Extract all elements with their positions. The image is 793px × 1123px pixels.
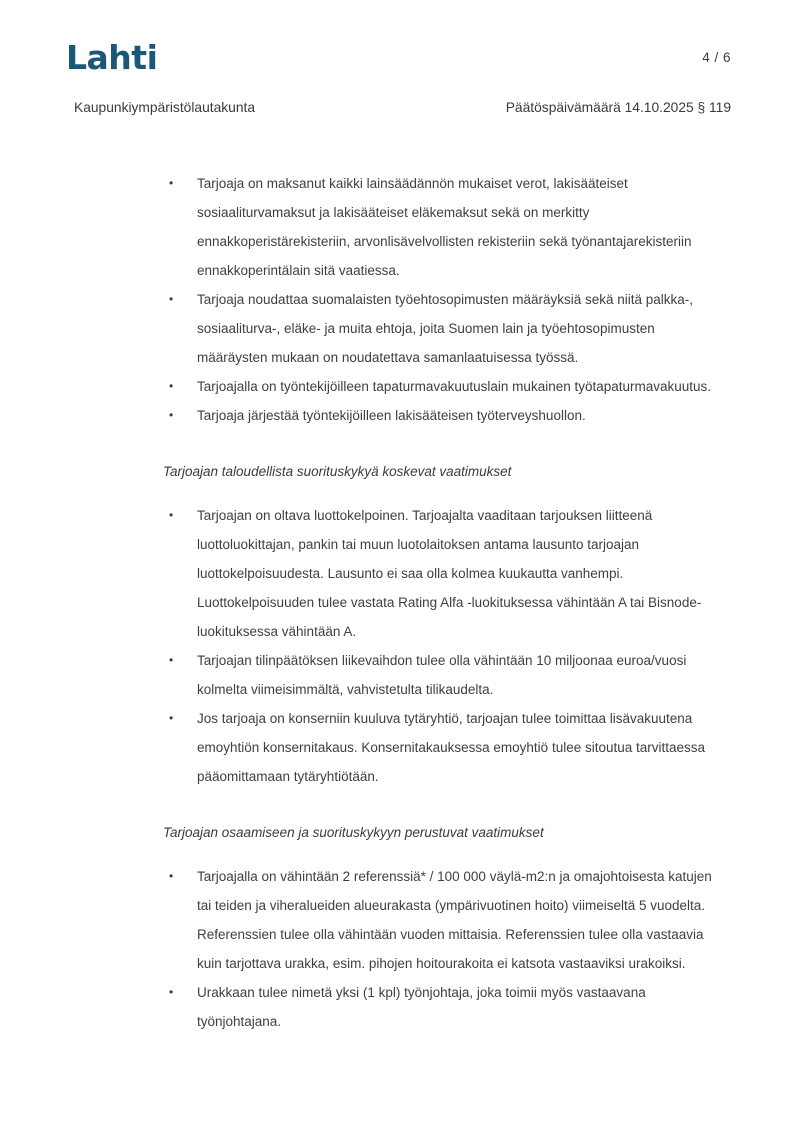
list-item-text: Tarjoaja järjestää työntekijöilleen lakisääteisen työterveyshuollon. bbox=[197, 408, 586, 424]
page-number: 4 / 6 bbox=[702, 50, 731, 65]
decision-date: Päätöspäivämäärä 14.10.2025 § 119 bbox=[505, 100, 731, 116]
list-item bbox=[163, 862, 725, 978]
bullet-icon: • bbox=[169, 408, 174, 423]
bullet-list-financial bbox=[163, 501, 725, 791]
lahti-logo: Lahti bbox=[66, 38, 158, 77]
bullet-icon: • bbox=[169, 711, 174, 726]
list-item bbox=[163, 704, 725, 791]
bullet-icon: • bbox=[169, 292, 174, 307]
document-meta-row bbox=[0, 100, 793, 115]
list-item-text: Tarjoajan on oltava luottokelpoinen. Tarjoajalta vaaditaan tarjouksen liitteenä luottoluokittajan, pankin tai muun luotolaitoksen antama lausunto tarjoajan luottokelpoisuudesta. Lausunto ei saa olla kolmea kuukautta vanhempi. Luottokelpoisuuden tulee vastata Rating Alfa -luokituksessa vähintään A tai Bisnode-luokituksessa vähintään A. bbox=[197, 508, 702, 640]
document-body bbox=[163, 169, 725, 1036]
bullet-list-general-obligations bbox=[163, 169, 725, 430]
list-item bbox=[163, 285, 725, 372]
list-item-text: Jos tarjoaja on konserniin kuuluva tytäryhtiö, tarjoajan tulee toimittaa lisävakuutena emoyhtiön konsernitakaus. Konsernitakauksessa emoyhtiö tulee sitoutua tarvittaessa pääomittamaan tytäryhtiötään. bbox=[197, 711, 706, 785]
list-item-text: Tarjoajalla on vähintään 2 referenssiä* / 100 000 väylä-m2:n ja omajohtoisesta katujen tai teiden ja viheralueiden alueurakasta (ympärivuotinen hoito) viimeiseltä 5 vuodelta. Referenssien tulee olla vähintään vuoden mittaisia. Referenssien tulee olla vastaavia kuin tarjottava urakka, esim. pihojen hoitourakoita ei katsota vastaaviksi urakoiksi. bbox=[197, 869, 712, 972]
bullet-icon: • bbox=[169, 379, 174, 394]
bullet-list-competence bbox=[163, 862, 725, 1036]
list-item-text: Tarjoajalla on työntekijöilleen tapaturmavakuutuslain mukainen työtapaturmavakuutus. bbox=[197, 379, 712, 395]
bullet-icon: • bbox=[169, 508, 174, 523]
bullet-icon: • bbox=[169, 176, 174, 191]
section-heading-financial: Tarjoajan taloudellista suorituskykyä koskevat vaatimukset bbox=[163, 464, 512, 480]
list-item bbox=[163, 401, 725, 430]
list-item bbox=[163, 169, 725, 285]
bullet-icon: • bbox=[169, 985, 174, 1000]
list-item-text: Tarjoaja on maksanut kaikki lainsäädännön mukaiset verot, lakisääteiset sosiaaliturvamaksut ja lakisääteiset eläkemaksut sekä on merkitty ennakkoperistärekisteriin, arvonlisävelvollisten rekisteriin sekä työnantajarekisteriin ennakkoperintälain sitä vaatiessa. bbox=[197, 176, 692, 279]
section-heading-competence: Tarjoajan osaamiseen ja suorituskykyyn perustuvat vaatimukset bbox=[163, 825, 544, 841]
list-item bbox=[163, 372, 725, 401]
committee-name: Kaupunkiympäristölautakunta bbox=[74, 100, 256, 116]
bullet-icon: • bbox=[169, 869, 174, 884]
page-header bbox=[0, 0, 793, 76]
list-item bbox=[163, 646, 725, 704]
list-item-text: Urakkaan tulee nimetä yksi (1 kpl) työnjohtaja, joka toimii myös vastaavana työnjohtajana. bbox=[197, 985, 646, 1030]
list-item bbox=[163, 978, 725, 1036]
bullet-icon: • bbox=[169, 653, 174, 668]
list-item-text: Tarjoajan tilinpäätöksen liikevaihdon tulee olla vähintään 10 miljoonaa euroa/vuosi kolmelta viimeisimmältä, vahvistetulta tilikaudelta. bbox=[197, 653, 687, 698]
list-item bbox=[163, 501, 725, 646]
list-item-text: Tarjoaja noudattaa suomalaisten työehtosopimusten määräyksiä sekä niitä palkka-, sosiaaliturva-, eläke- ja muita ehtoja, joita Suomen lain ja työehtosopimusten määräysten mukaan on noudatettava samanlaatuisessa työssä. bbox=[197, 292, 694, 366]
